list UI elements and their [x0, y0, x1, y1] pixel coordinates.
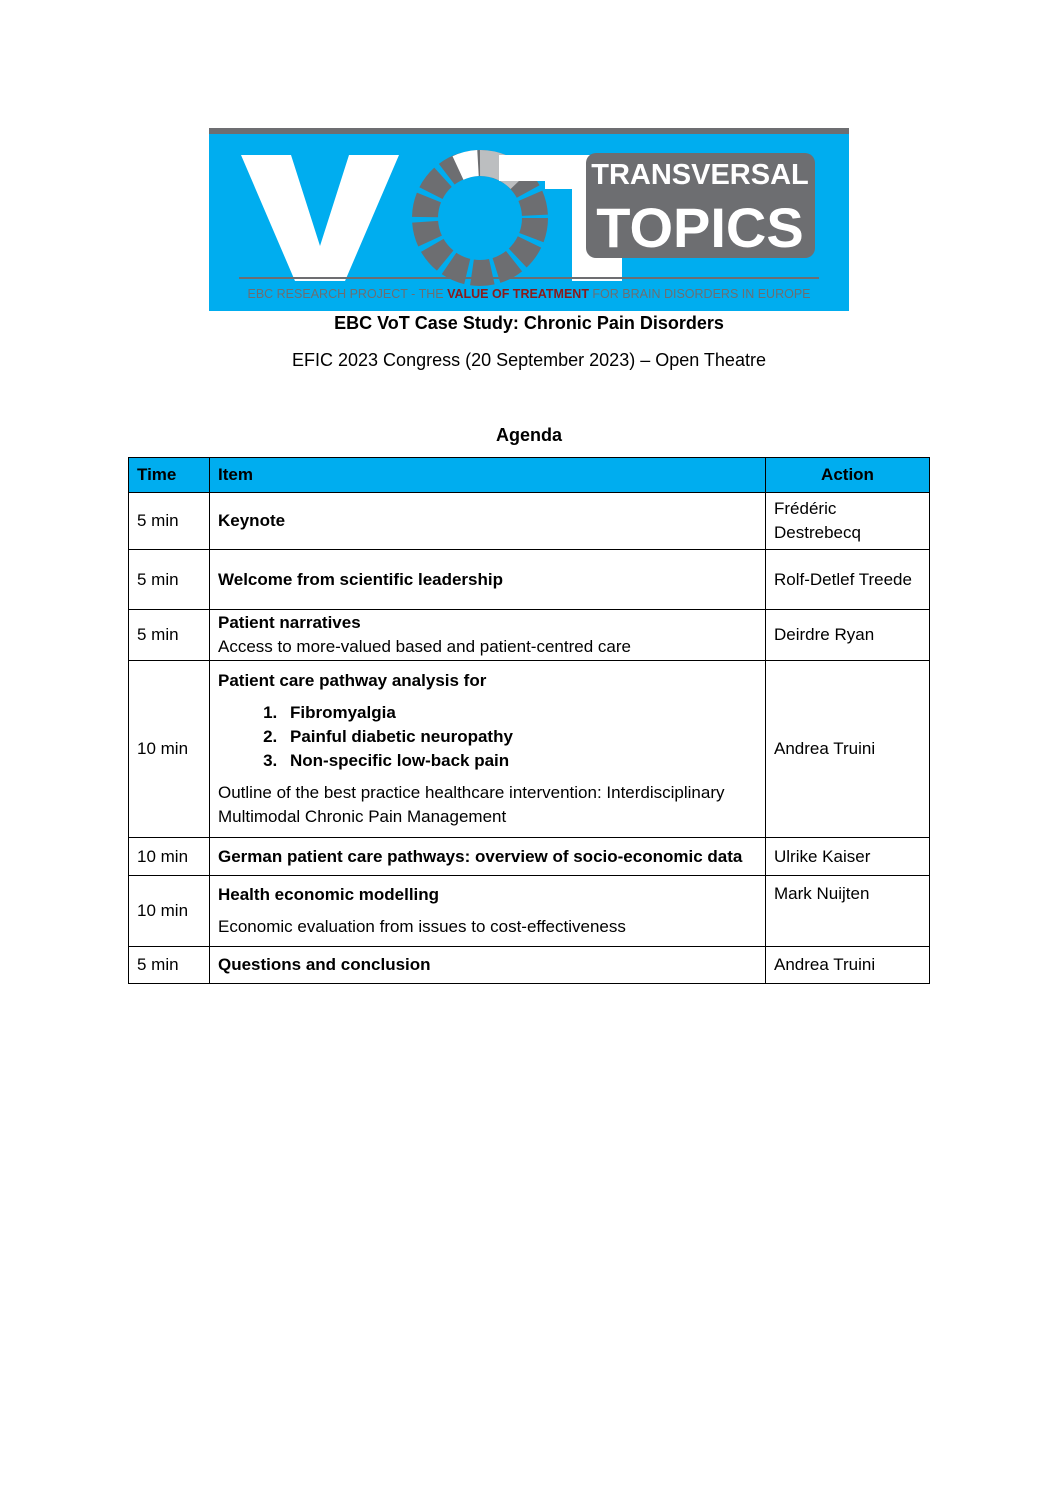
row-action: Rolf-Detlef Treede: [766, 550, 930, 610]
row-item-cell: [210, 610, 766, 661]
list-item: 3. Non-specific low-back pain: [282, 749, 757, 773]
row-item-title: Patient care pathway analysis for: [218, 671, 487, 690]
row-action: Ulrike Kaiser: [766, 838, 930, 876]
row-item-title: Health economic modelling: [218, 885, 440, 904]
table-row: [129, 838, 930, 876]
row-action: Deirdre Ryan: [766, 610, 930, 661]
row-time: 5 min: [129, 610, 210, 661]
row-time: 5 min: [129, 493, 210, 550]
row-item-title: Keynote: [210, 493, 766, 550]
vot-banner-logo: [209, 128, 849, 311]
banner-tagline: EBC RESEARCH PROJECT - THE VALUE OF TREATMENT FOR BRAIN DISORDERS IN EUROPE: [247, 287, 811, 301]
row-item-title: Patient narratives: [218, 613, 361, 632]
agenda-table: [128, 457, 930, 984]
badge-line2: TOPICS: [596, 196, 804, 259]
header-item: Item: [210, 458, 766, 493]
table-row: [129, 610, 930, 661]
row-time: 10 min: [129, 838, 210, 876]
condition-list: [218, 701, 757, 773]
header-time: Time: [129, 458, 210, 493]
table-row: [129, 493, 930, 550]
list-item: 2. Painful diabetic neuropathy: [282, 725, 757, 749]
row-item-desc: Economic evaluation from issues to cost-effectiveness: [218, 917, 626, 936]
list-item: 1. Fibromyalgia: [282, 701, 757, 725]
header-action: Action: [766, 458, 930, 493]
row-time: 10 min: [129, 876, 210, 947]
logo-letter-v: [241, 155, 399, 281]
row-item-cell: [210, 661, 766, 838]
row-item-title: Welcome from scientific leadership: [210, 550, 766, 610]
row-time: 10 min: [129, 661, 210, 838]
vot-logo-graphic: [209, 128, 849, 311]
row-time: 5 min: [129, 550, 210, 610]
row-item-title: German patient care pathways: overview of socio-economic data: [210, 838, 766, 876]
row-action: Mark Nuijten: [766, 876, 930, 947]
row-action: Andrea Truini: [766, 661, 930, 838]
row-item-desc: Outline of the best practice healthcare intervention: Interdisciplinary Multimodal Chronic Pain Management: [218, 783, 725, 826]
row-action: Andrea Truini: [766, 947, 930, 984]
row-time: 5 min: [129, 947, 210, 984]
table-row: [129, 661, 930, 838]
agenda-heading: Agenda: [495, 425, 562, 445]
table-row: [129, 947, 930, 984]
row-item-cell: [210, 876, 766, 947]
row-action: Frédéric Destrebecq: [766, 493, 930, 550]
row-item-title: Questions and conclusion: [210, 947, 766, 984]
table-row: [129, 876, 930, 947]
table-row: [129, 550, 930, 610]
row-item-desc: Access to more-valued based and patient-centred care: [218, 637, 631, 656]
logo-t-join: [499, 155, 549, 181]
badge-line1: TRANSVERSAL: [591, 159, 809, 191]
document-title: EBC VoT Case Study: Chronic Pain Disorders: [334, 313, 724, 333]
document-subtitle: EFIC 2023 Congress (20 September 2023) – Open Theatre: [292, 350, 766, 370]
table-header-row: [129, 458, 930, 493]
